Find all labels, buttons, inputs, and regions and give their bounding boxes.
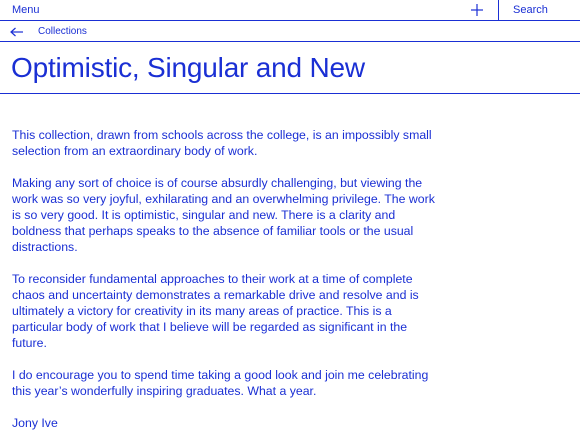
- header-divider: [498, 0, 499, 21]
- menu-button[interactable]: Menu: [12, 4, 40, 16]
- author-signature: Jony Ive: [12, 416, 58, 430]
- top-navigation-bar: [0, 0, 580, 21]
- paragraph: This collection, drawn from schools across the college, is an impossibly small selection from an extraordinary body of work.: [12, 128, 432, 158]
- back-to-collections-link[interactable]: [10, 23, 87, 41]
- title-section: [0, 42, 580, 94]
- arrow-left-icon: [10, 27, 24, 37]
- article-body: [12, 127, 437, 447]
- breadcrumb-collections-label: Collections: [38, 26, 87, 37]
- paragraph: Making any sort of choice is of course absurdly challenging, but viewing the work was so very joyful, exhilarating and an overwhelming privilege. The work is so very good. It is optimistic, singular and new. There is a clarity and boldness that perhaps speaks to the absence of familiar tools or the usual distractions.: [12, 176, 435, 254]
- paragraph: To reconsider fundamental approaches to their work at a time of complete chaos and uncertainty demonstrates a remarkable drive and resolve and is ultimately a victory for creativity in its many areas of practice. This is a particular body of work that I believe will be regarded as significant in the future.: [12, 272, 419, 350]
- plus-icon[interactable]: [470, 3, 484, 17]
- page-title: Optimistic, Singular and New: [11, 52, 365, 83]
- breadcrumb: [0, 21, 580, 42]
- search-button[interactable]: Search: [513, 4, 548, 16]
- paragraph: I do encourage you to spend time taking a good look and join me celebrating this year’s wonderfully inspiring graduates. What a year.: [12, 368, 429, 398]
